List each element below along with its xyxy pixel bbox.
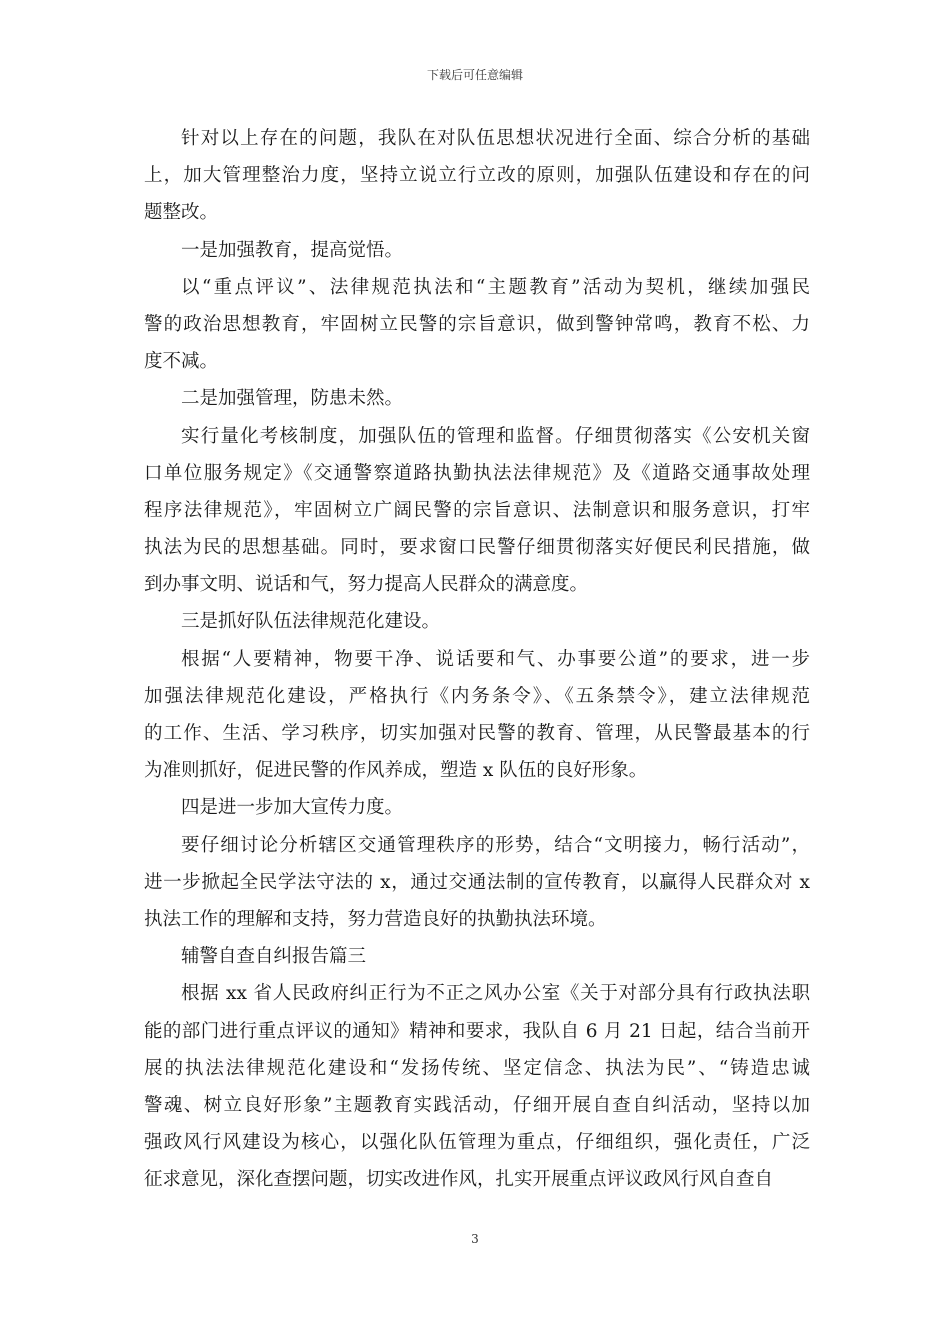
- paragraph: [144, 975, 810, 1198]
- paragraph: [144, 418, 810, 604]
- text-line: 强政风行风建设为核心，以强化队伍管理为重点，仔细组织，强化责任，广泛: [144, 1132, 810, 1154]
- text-line: 程序法律规范》，牢固树立广阔民警的宗旨意识、法制意识和服务意识，打牢: [144, 499, 810, 521]
- text-line: 针对以上存在的问题，我队在对队伍思想状况进行全面、综合分析的基础: [181, 128, 810, 149]
- text-line: 为准则抓好，促进民警的作风养成，塑造 x 队伍的良好形象。: [144, 760, 648, 782]
- text-line: 口单位服务规定》《交通警察道路执勤执法法律规范》及《道路交通事故处理: [144, 462, 810, 484]
- page-header: 下载后可任意编辑: [426, 68, 523, 82]
- text-line: 根据 xx 省人民政府纠正行为不正之风办公室《关于对部分具有行政执法职: [181, 983, 810, 1005]
- text-line: 展的执法法律规范化建设和“发扬传统、坚定信念、执法为民”、“铸造忠诚: [144, 1057, 810, 1079]
- paragraph: [144, 232, 810, 269]
- text-line: 辅警自查自纠报告篇三: [181, 946, 367, 968]
- document-body: [144, 120, 810, 1198]
- text-line: 执法为民的思想基础。同时，要求窗口民警仔细贯彻落实好便民利民措施，做: [144, 537, 810, 559]
- text-line: 二是加强管理，防患未然。: [181, 388, 404, 410]
- paragraph: [144, 120, 810, 232]
- text-line: 进一步掀起全民学法守法的 x，通过交通法制的宣传教育，以赢得人民群众对 x: [144, 871, 810, 893]
- text-line: 征求意见，深化查摆问题，切实改进作风，扎实开展重点评议政风行风自查自: [144, 1169, 774, 1191]
- text-line: 上，加大管理整治力度，坚持立说立行立改的原则，加强队伍建设和存在的问: [144, 165, 810, 187]
- text-line: 警魂、树立良好形象”主题教育实践活动，仔细开展自查自纠活动，坚持以加: [144, 1094, 810, 1116]
- paragraph: [144, 380, 810, 417]
- text-line: 加强法律规范化建设，严格执行《内务条令》、《五条禁令》，建立法律规范: [144, 685, 810, 707]
- text-line: 一是加强教育，提高觉悟。: [181, 239, 404, 261]
- text-line: 到办事文明、说话和气，努力提高人民群众的满意度。: [144, 574, 589, 596]
- paragraph: [144, 938, 810, 975]
- text-line: 实行量化考核制度，加强队伍的管理和监督。仔细贯彻落实《公安机关窗: [181, 425, 810, 447]
- text-line: 要仔细讨论分析辖区交通管理秩序的形势，结合“文明接力，畅行活动”，: [181, 834, 810, 856]
- paragraph: [144, 789, 810, 826]
- text-line: 警的政治思想教育，牢固树立民警的宗旨意识，做到警钟常鸣，教育不松、力: [144, 313, 810, 335]
- text-line: 以“重点评议”、法律规范执法和“主题教育”活动为契机，继续加强民: [181, 276, 810, 298]
- text-line: 题整改。: [144, 202, 219, 224]
- text-line: 三是抓好队伍法律规范化建设。: [181, 611, 441, 633]
- text-line: 执法工作的理解和支持，努力营造良好的执勤执法环境。: [144, 908, 607, 930]
- text-line: 四是进一步加大宣传力度。: [181, 797, 404, 819]
- page-number: 3: [471, 1232, 479, 1246]
- paragraph: [144, 641, 810, 790]
- text-line: 能的部门进行重点评议的通知》精神和要求，我队自 6 月 21 日起，结合当前开: [144, 1020, 810, 1042]
- text-line: 根据“人要精神，物要干净、说话要和气、办事要公道”的要求，进一步: [181, 648, 810, 670]
- paragraph: [144, 603, 810, 640]
- text-line: 度不减。: [144, 351, 219, 373]
- text-line: 的工作、生活、学习秩序，切实加强对民警的教育、管理，从民警最基本的行: [144, 723, 810, 744]
- paragraph: [144, 269, 810, 381]
- paragraph: [144, 827, 810, 939]
